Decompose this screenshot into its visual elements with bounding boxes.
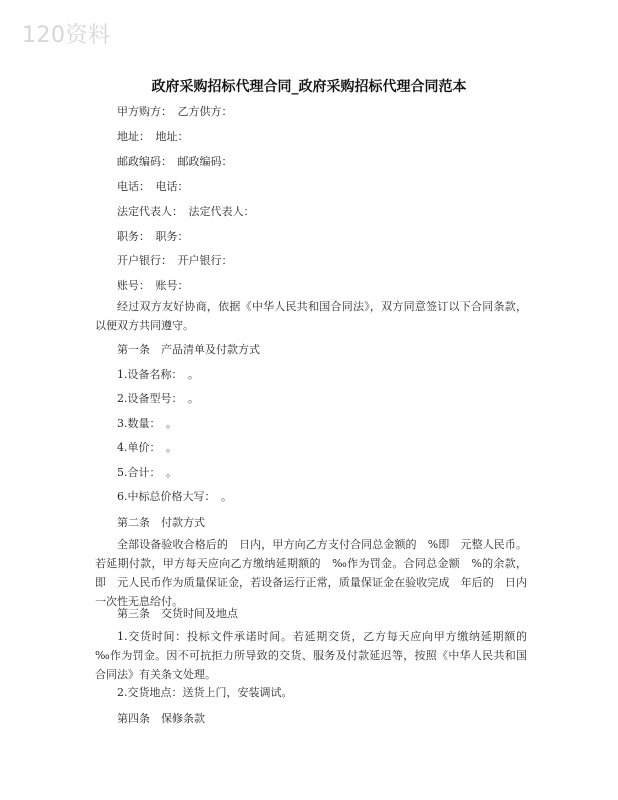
party-address: 地址： 地址： xyxy=(117,130,189,143)
article-2-body: 全部设备验收合格后的 日内，甲方向乙方支付合同总金额的 %即 元整人民币。若延期付款，甲方每天应向乙方缴纳延期额的 ‰作为罚金。合同总金额 %的余款，即 元人民币作为质量保证金，若设备运行正常，质量保证金在验收完成 年后的 日内一次性无息给付。 xyxy=(95,538,527,608)
article-4-heading: 第四条 保修条款 xyxy=(117,712,205,725)
intro-paragraph: 经过双方友好协商，依据《中华人民共和国合同法》，双方同意签订以下合同条款，以便双方共同遵守。 xyxy=(95,300,527,332)
party-account: 账号： 账号： xyxy=(117,279,189,292)
party-phone: 电话： 电话： xyxy=(117,180,189,193)
watermark-logo: 120资料 xyxy=(22,23,111,48)
party-legal-rep: 法定代表人： 法定代表人： xyxy=(117,205,255,218)
party-position: 职务： 职务： xyxy=(117,230,189,243)
document-title: 政府采购招标代理合同_政府采购招标代理合同范本 xyxy=(151,79,467,95)
party-bank: 开户银行： 开户银行： xyxy=(117,254,233,267)
article-3-paragraph-1: 1.交货时间：投标文件承诺时间。若延期交货，乙方每天应向甲方缴纳延期额的 ‰作为罚金。因不可抗拒力所导致的交货、服务及付款延迟等，按照《中华人民共和国合同法》有关条文处理。 xyxy=(95,630,538,681)
article-1-item: 5.合计： 。 xyxy=(117,466,177,479)
article-1-item: 2.设备型号： 。 xyxy=(117,392,199,405)
article-1-item: 6.中标总价格大写： 。 xyxy=(117,490,232,503)
article-2-heading: 第二条 付款方式 xyxy=(117,516,205,529)
article-3-paragraph-2: 2.交货地点：送货上门，安装调试。 xyxy=(117,686,293,699)
party-postcode: 邮政编码： 邮政编码： xyxy=(117,155,233,168)
party-buyer-supplier: 甲方购方： 乙方供方： xyxy=(117,105,233,118)
article-1-heading: 第一条 产品清单及付款方式 xyxy=(117,343,260,356)
article-1-item: 1.设备名称： 。 xyxy=(117,368,199,381)
article-1-item: 3.数量： 。 xyxy=(117,417,177,430)
article-1-item: 4.单价： 。 xyxy=(117,441,177,454)
article-3-heading: 第三条 交货时间及地点 xyxy=(117,607,238,620)
